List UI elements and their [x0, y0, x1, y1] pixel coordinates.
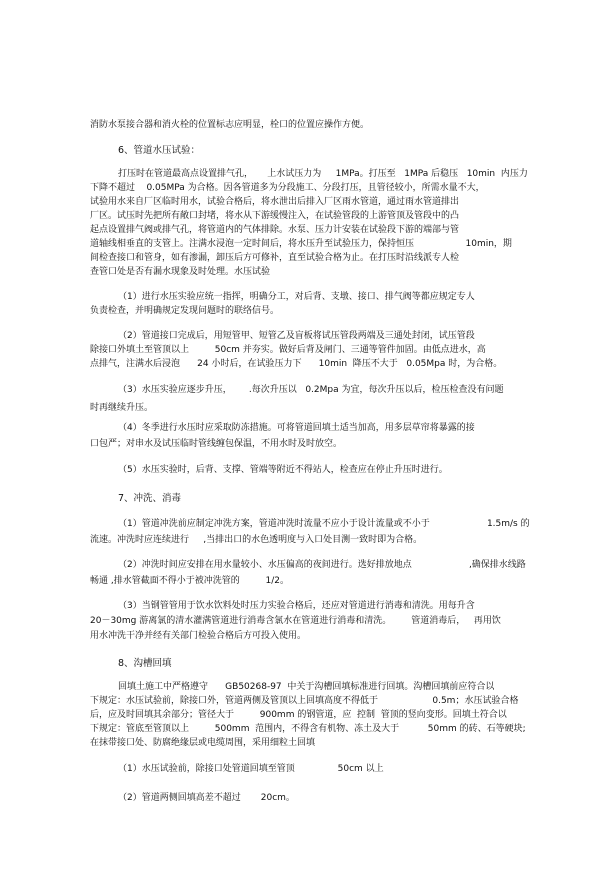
- paragraph-line: 下规定：管底至管顶以上 500mm 范围内，不得含有机物、冻土及大于 50mm 的砖、石等硬块;: [90, 724, 526, 734]
- paragraph-line: 20－30mg 游离氯的清水灌满管道进行消毒含氯水在管道进行消毒和清洗。 管道消毒后， 再用饮: [90, 616, 501, 626]
- paragraph-line: 后，应及时回填其余部分；管径大于 900mm 的钢管道，应 控制 管顶的竖向变形。回填土符合以: [90, 710, 507, 720]
- paragraph-line: （1）水压试验前，除接口处管道回填至管顶 50cm 以上: [118, 764, 384, 774]
- paragraph-line: 负责检查，并明确规定发现问题时的联络信号。: [90, 306, 280, 316]
- paragraph-line: 畅通 ,排水管截面不得小于被冲洗管的 1/2。: [90, 576, 289, 586]
- section-heading: 7、冲洗、消毒: [118, 493, 182, 504]
- paragraph-line: （1）进行水压实验应统一指挥，明确分工，对后背、支墩、接口、排气阀等都应规定专人: [118, 292, 475, 302]
- paragraph-line: （1）管道冲洗前应制定冲洗方案，管道冲洗时流量不应小于设计流量或不小于 1.5m/s 的: [118, 519, 530, 529]
- section-heading: 8、沟槽回填: [118, 658, 172, 669]
- paragraph-line: 用水冲洗干净并经有关部门检验合格后方可投入使用。: [90, 631, 307, 641]
- paragraph-line: 消防水泵接合器和消火栓的位置标志应明显，栓口的位置应操作方便。: [90, 120, 370, 130]
- paragraph-line: 间检查接口和管身，如有渗漏，卸压后方可修补，直至试验合格为止。在打压时沿线派专人检: [90, 253, 460, 263]
- paragraph-line: （2）冲洗时间应安排在用水量较小、水压偏高的夜间进行。选好排放地点 ,确保排水线路: [118, 560, 526, 570]
- paragraph-line: （5）水压实验时，后背、支撑、管端等附近不得站人，检查应在停止升压时进行。: [118, 465, 448, 475]
- paragraph-line: 在抹带接口处、防腐绝缘层或电缆周围，采用细粒土回填: [90, 738, 316, 748]
- paragraph-line: 流速。冲洗时应连续进行 ,当排出口的水色透明度与入口处目测一致时即为合格。: [90, 535, 423, 545]
- paragraph-line: 起点设置排气阀或排气孔，将管道内的气体排除。水泵、压力计安装在试验段下游的端部与管: [90, 225, 460, 235]
- paragraph-line: （3）水压实验应逐步升压， .每次升压以 0.2Mpa 为宜，每次升压以后，检压检查没有问题: [118, 385, 504, 395]
- paragraph-line: 除接口外填土至管顶以上 50cm 并夯实。做好后背及闸门、三通等管件加固。由低点进水，高: [90, 345, 486, 355]
- paragraph-line: （3）当钢管管用于饮水饮料处时压力实验合格后，还应对管道进行消毒和清洗。用每升含: [118, 601, 475, 611]
- paragraph-line: 点排气，注满水后浸泡 24 小时后，在试验压力下 10min 降压不大于 0.05Mpa 时，为合格。: [90, 359, 503, 369]
- section-heading: 6、管道水压试验：: [118, 145, 201, 156]
- paragraph-line: （4）冬季进行水压时应采取防冻措施。可将管道回填土适当加高，用多层草帘将暴露的接: [118, 423, 475, 433]
- paragraph-line: 口包严；对串水及试压临时管线缠包保温，不用水时及时放空。: [90, 439, 343, 449]
- paragraph-line: 下规定：水压试验前，除接口外，管道两侧及管顶以上回填高度不得低于 0.5m；水压试验合格: [90, 696, 519, 706]
- paragraph-line: 回填土施工中严格遵守 GB50268-97 中关于沟槽回填标准进行回填。沟槽回填前应符合以: [118, 682, 495, 692]
- paragraph-line: 下降不超过 0.05MPa 为合格。因各管道多为分段施工、分段打压，且管径较小，所需水量不大，: [90, 183, 485, 193]
- paragraph-line: （2）管道两侧回填高差不超过 20cm。: [118, 793, 295, 803]
- paragraph-line: 试验用水来自厂区临时用水，试验合格后，将水泄出后排入厂区雨水管道，通过雨水管道排出: [90, 197, 460, 207]
- paragraph-line: 道轴线相垂直的支管上。注满水浸泡一定时间后，将水压升至试验压力，保持恒压 10min，期: [90, 239, 512, 249]
- paragraph-line: （2）管道接口完成后，用短管甲、短管乙及盲板将试压管段两端及三通处封闭，试压管段: [118, 331, 475, 341]
- paragraph-line: 打压时在管道最高点设置排气孔， 上水试压力为 1MPa。打压至 1MPa 后稳压 10min 内压力: [118, 169, 528, 179]
- paragraph-line: 时再继续升压。: [90, 403, 154, 413]
- paragraph-line: 查管口处是否有漏水现象及时处理。水压试验: [90, 267, 271, 277]
- paragraph-line: 厂区。试压时先把所有敞口封堵，将水从下游缓慢注入，在试验管段的上游管顶及管段中的凸: [90, 211, 460, 221]
